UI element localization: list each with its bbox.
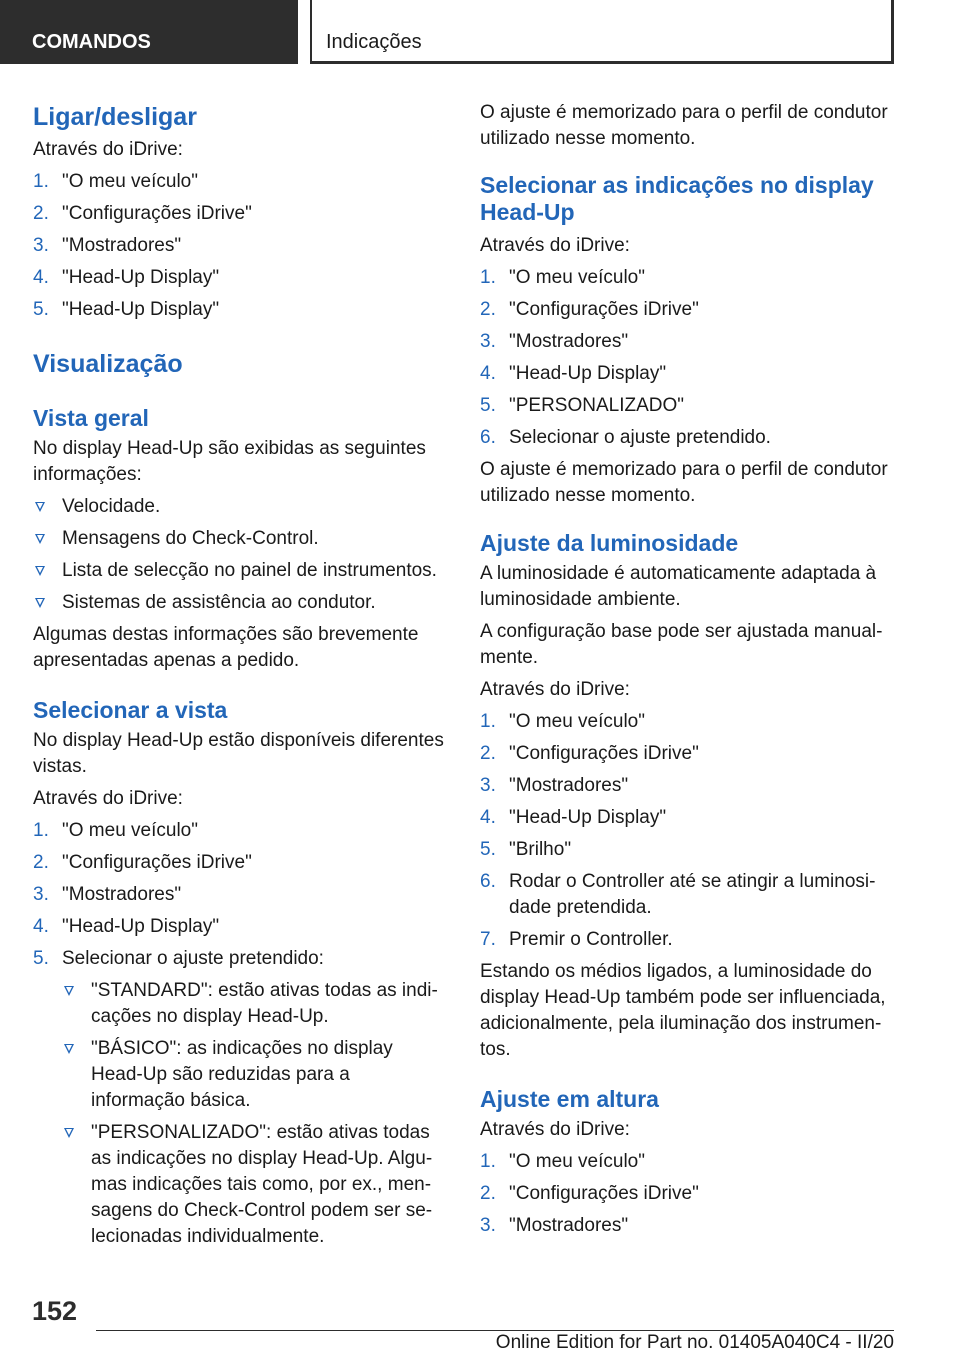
bullet-item [33,526,449,552]
paragraph: O ajuste é memorizado para o perfil de condutor utilizado nesse momento. [480,459,888,506]
heading-visualization: Visualização [33,350,183,378]
sub-bullet-list [62,978,449,1250]
section-title: COMANDOS [32,31,151,53]
step-item [480,773,896,799]
step-number: 1. [480,1151,496,1172]
heading-overview: Vista geral [33,405,149,431]
step-item [33,946,449,972]
triangle-bullet-icon [64,1044,74,1054]
step-number: 4. [480,363,496,384]
bullet-text: Mensagens do Check-Control. [62,528,319,549]
paragraph: Algumas destas informações são brevemente apresentadas apenas a pedido. [33,624,419,671]
step-text: "O meu veículo" [509,711,645,732]
triangle-bullet-icon [64,1128,74,1138]
step-number: 7. [480,929,496,950]
step-text: "O meu veículo" [509,267,645,288]
step-item [480,741,896,767]
step-text: "Head-Up Display" [509,807,667,828]
triangle-bullet-icon [35,566,45,576]
paragraph: Através do iDrive: [480,679,630,700]
step-item [480,837,896,863]
step-item [480,393,896,419]
triangle-bullet-icon [35,502,45,512]
page-number: 152 [32,1296,78,1326]
chapter-header [310,0,894,64]
step-item [480,265,896,291]
step-text: Selecionar o ajuste pretendido. [509,427,771,448]
bullet-item [33,590,449,616]
step-text: "O meu veículo" [62,171,198,192]
step-text: "Brilho" [509,839,572,860]
step-text: "Mostradores" [509,1215,629,1236]
step-text: "O meu veículo" [62,820,198,841]
step-text: "Head-Up Display" [62,267,220,288]
step-number: 5. [33,948,49,969]
step-item [33,914,449,940]
step-number: 3. [480,331,496,352]
step-item [480,329,896,355]
step-text: "PERSONALIZADO" [509,395,685,416]
step-item [480,1149,896,1175]
step-text: "Mostradores" [62,235,182,256]
bullet-text: Lista de selecção no painel de instrumentos. [62,560,437,581]
step-text: "Mostradores" [62,884,182,905]
bullet-list [33,494,449,616]
footer-rule [96,1330,894,1331]
step-item [480,297,896,323]
steps-list [480,1149,896,1239]
step-item [480,709,896,735]
step-item [33,201,449,227]
step-item [33,818,449,844]
step-number: 4. [33,916,49,937]
step-number: 1. [33,171,49,192]
step-number: 6. [480,427,496,448]
step-text: "Mostradores" [509,331,629,352]
bullet-item [33,494,449,520]
step-text: "Configurações iDrive" [509,743,699,764]
step-item [33,882,449,908]
step-number: 2. [480,299,496,320]
step-number: 3. [480,775,496,796]
heading-height: Ajuste em altura [480,1086,659,1112]
paragraph: Através do iDrive: [480,235,630,256]
section-tab [0,0,298,64]
footer-edition: Online Edition for Part no. 01405A040C4 - II/20 [495,1332,894,1353]
triangle-bullet-icon [35,534,45,544]
bullet-text: Sistemas de assistência ao condutor. [62,592,376,613]
bullet-text: "PERSONALIZADO": estão ativas todas as indicações no display Head-Up. Algumas indicações tais como, por ex., mensagens do Check-Control podem ser selecionadas individualmente. [91,1122,433,1247]
step-item [33,297,449,323]
step-number: 2. [33,852,49,873]
paragraph: A luminosidade é automaticamente adaptada à luminosidade ambiente. [480,563,877,610]
paragraph: Estando os médios ligados, a luminosidade do display Head-Up também pode ser influenciada, adicionalmente, pela iluminação dos instrumentos. [480,961,886,1060]
step-text: "Configurações iDrive" [509,299,699,320]
steps-list [33,818,449,972]
step-item [33,850,449,876]
step-text: Premir o Controller. [509,929,673,950]
heading-select-indications: Selecionar as indicações no display Head-Up [480,172,874,225]
step-number: 4. [33,267,49,288]
paragraph: O ajuste é memorizado para o perfil de condutor utilizado nesse momento. [480,102,888,149]
step-item [33,169,449,195]
step-item [480,869,896,921]
heading-on-off: Ligar/desligar [33,103,197,131]
triangle-bullet-icon [64,986,74,996]
step-number: 1. [33,820,49,841]
step-item [480,805,896,831]
step-number: 5. [480,395,496,416]
step-item [480,1181,896,1207]
step-text: "Configurações iDrive" [509,1183,699,1204]
heading-brightness: Ajuste da luminosidade [480,530,739,556]
steps-list [33,169,449,323]
step-item [33,265,449,291]
right-column [480,100,896,1239]
step-item [480,361,896,387]
step-text: "Head-Up Display" [509,363,667,384]
steps-list [480,265,896,451]
step-number: 5. [33,299,49,320]
step-text: "Configurações iDrive" [62,852,252,873]
bullet-item [33,558,449,584]
paragraph: No display Head-Up estão disponíveis diferentes vistas. [33,730,444,777]
step-text: "Head-Up Display" [62,299,220,320]
bullet-item [62,1120,449,1250]
step-text: Selecionar o ajuste pretendido: [62,948,324,969]
step-number: 3. [33,235,49,256]
step-item [480,927,896,953]
bullet-item [62,978,449,1030]
step-number: 2. [480,1183,496,1204]
step-text: "O meu veículo" [509,1151,645,1172]
step-number: 1. [480,267,496,288]
paragraph: No display Head-Up são exibidas as seguintes informações: [33,438,426,485]
paragraph: Através do iDrive: [480,1119,630,1140]
step-number: 2. [33,203,49,224]
step-number: 4. [480,807,496,828]
step-item [33,233,449,259]
step-text: "Mostradores" [509,775,629,796]
triangle-bullet-icon [35,598,45,608]
step-number: 1. [480,711,496,732]
heading-select-view: Selecionar a vista [33,697,228,723]
step-number: 5. [480,839,496,860]
steps-list [480,709,896,953]
paragraph: Através do iDrive: [33,139,183,160]
paragraph: Através do iDrive: [33,788,183,809]
step-number: 6. [480,871,496,892]
left-column [33,100,449,1250]
bullet-text: Velocidade. [62,496,161,517]
bullet-item [62,1036,449,1114]
chapter-title: Indicações [326,31,422,53]
step-number: 2. [480,743,496,764]
step-item [480,425,896,451]
step-text: Rodar o Controller até se atingir a luminosidade pretendida. [509,871,876,918]
step-item [480,1213,896,1239]
bullet-text: "BÁSICO": as indicações no display Head-Up são reduzidas para a informação básica. [91,1038,393,1111]
step-number: 3. [480,1215,496,1236]
paragraph: A configuração base pode ser ajustada manualmente. [480,621,883,668]
step-number: 3. [33,884,49,905]
bullet-text: "STANDARD": estão ativas todas as indicações no display Head-Up. [91,980,438,1027]
step-text: "Configurações iDrive" [62,203,252,224]
step-text: "Head-Up Display" [62,916,220,937]
